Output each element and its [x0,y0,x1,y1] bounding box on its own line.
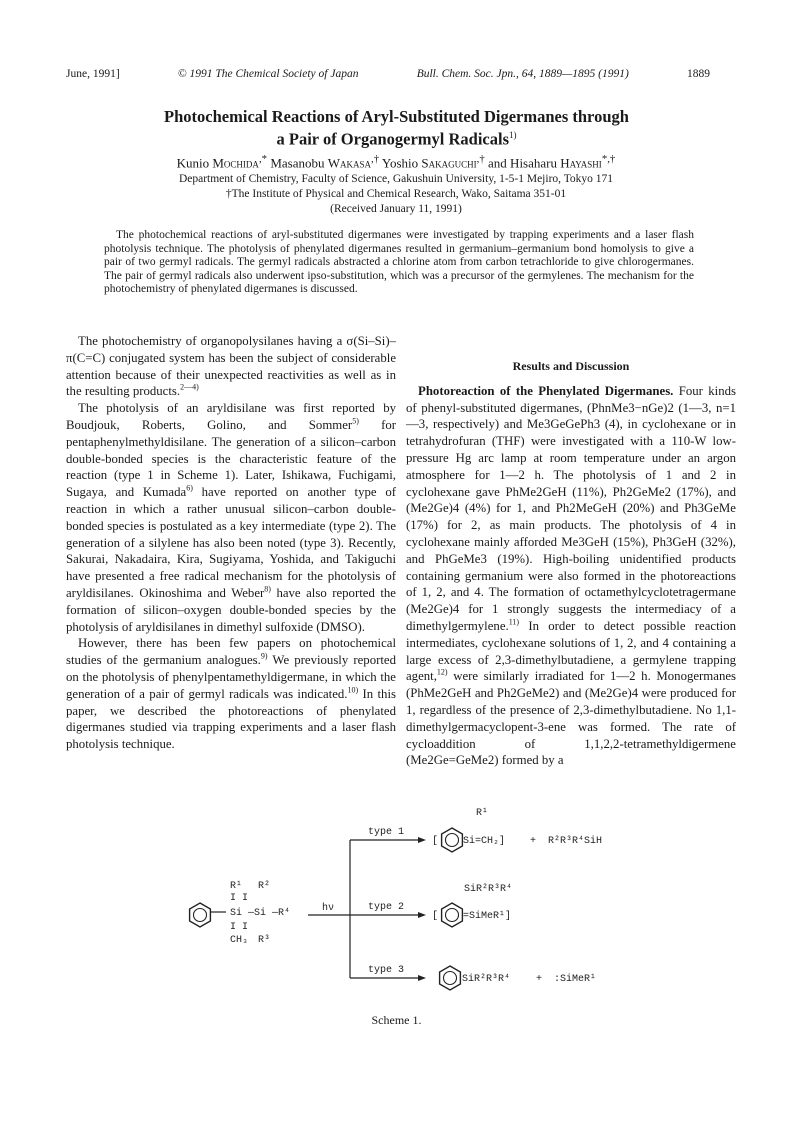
citation: 10) [347,685,359,695]
affiliation-2: †The Institute of Physical and Chemical Research, Wako, Saitama 351-01 [225,188,567,200]
author-last-name: Mochida [212,155,259,171]
product-2-silene: =SiMeR¹] [463,911,512,922]
plus-sign: + [530,836,537,847]
author-mark: ,* [258,153,268,165]
paragraph [406,383,736,769]
affiliation-1: Department of Chemistry, Faculty of Science, Gakushuin University, 1-5-1 Mejiro, Tokyo 171 [178,173,614,185]
title-line-1: Photochemical Reactions of Aryl-Substituted Digermanes through [164,107,629,126]
reactant-bonds-bottom: I I [230,922,249,933]
reactant-bonds-top: I I [230,893,249,904]
benzene-ring-icon [440,966,461,990]
abstract: The photochemical reactions of aryl-substituted digermanes were investigated by trapping experiments and a laser flash photolysis technique. The photolysis of phenylated digermanes resulted in germanium–germanium bond homolysis to give a pair of two germyl radicals. The germyl radicals abstracted a chlorine atom from carbon tetrachloride to give chlorogermanes. The pair of germyl radicals also underwent ipso-substitution, which was a precursor of the germylenes. The mechanism for the photochemistry of phenylated digermanes is discussed. [104,229,694,295]
arrow-head-icon [418,837,426,843]
paragraph [66,333,396,400]
benzene-ring-icon [442,828,463,852]
product-3-silylene: :SiMeR¹ [554,974,597,985]
hv-label: hν [322,903,335,914]
reactant-disilane: Si —Si —R⁴ [230,908,291,919]
product-1-r1: R¹ [476,808,489,819]
author-first-name: and Hisaharu [484,155,561,171]
right-column [406,358,736,769]
author-first-name: Masanobu [267,155,328,171]
arrow-head-icon [418,975,426,981]
paragraph [66,400,396,635]
paragraph-text: The photolysis of an aryldisilane was first reported by Boudjouk, Roberts, Golino, and Sommer [66,401,396,432]
author-mark: ,† [371,153,380,165]
header-date: June, 1991] [66,68,120,80]
svg-text:[: [ [432,911,439,922]
product-1-silane: R²R³R⁴SiH [548,836,603,847]
benzene-ring-icon [442,903,463,927]
citation: 9) [260,651,268,661]
reactant-r2: R² [258,881,271,892]
plus-sign: + [536,974,543,985]
header-page-number: 1889 [687,68,710,80]
reactant-methyl: CH₃ [230,935,249,946]
benzene-ring-icon [190,903,211,927]
reactant-r3: R³ [258,935,271,946]
svg-text:[: [ [432,836,439,847]
paragraph-text: have reported on another type of reaction in which a rather unusual silicon–carbon double-bonded species is postulated as a key intermediate (type 2). The generation of a silylene has also been noted (type 3). Recently, Sakurai, Nakadaira, Kira, Sugiyama, Yoshida, and Takiguchi have presented a free radical mechanism for the photolysis of aryldisilanes. Okinoshima and Weber [66,485,396,600]
paragraph-text: In this paper, we described the photoreactions of phenylated digermanes studied via trapping experiments and a laser flash photolysis technique. [66,686,396,752]
author-last-name: Hayashi [560,155,602,171]
article-title [90,107,703,149]
author-first-name: Kunio [176,155,213,171]
type-2-label: type 2 [368,902,405,913]
received-date: (Received January 11, 1991) [330,203,462,215]
paragraph-text: have also reported the formation of silicon–oxygen double-bonded species by the photolysis of aryldisilanes in dimethyl sulfoxide (DMSO). [66,585,396,634]
author-first-name: Yoshio [379,155,422,171]
scheme-1-diagram [150,790,690,1050]
paragraph-text: In order to detect possible reaction intermediates, cyclohexane solutions of 1, 2, and 4 containing a large excess of 2,3-dimethylbutadiene, a germylene trapping agent, [406,618,736,684]
title-line-2: a Pair of Organogermyl Radicals [276,129,509,149]
reactant-r1: R¹ [230,881,243,892]
citation: 2—4) [180,383,199,393]
header-copyright: © 1991 The Chemical Society of Japan [177,68,359,80]
paragraph-text: We previously reported on the photolysis of phenylpentamethyldigermane, in which the generation of a pair of germyl radicals was indicated. [66,653,396,701]
product-2-silyl: SiR²R³R⁴ [464,884,513,895]
paragraph-text: were similarly irradiated for 1—2 h. Monogermanes (PhMe2GeH and Ph2GeMe2) and (Me2Ge)4 were produced for 1, regardless of the presence of 2,3-dimethylbutadiene. No 1,1-dimethylgermacyclopent-3-ene was formed. The rate of cycloaddition of 1,1,2,2-tetramethyldigermene (Me2Ge=GeMe2) formed by a [406,669,736,768]
section-heading: Results and Discussion [512,359,630,373]
author-mark: *,† [601,153,616,165]
scheme-caption: Scheme 1. [371,1013,422,1027]
paragraph-text: The photochemistry of organopolysilanes having a σ(Si–Si)–π(C=C) conjugated system has been the subject of considerable attention because of their unexpected reactivities as well as in the resulting products. [66,334,396,399]
arrow-head-icon [418,912,426,918]
product-3-silane: SiR²R³R⁴ [462,974,511,985]
paragraph-text: for pentaphenylmethyldisilane. The generation of a silicon–carbon double-bonded species is the characteristic feature of the reaction (type 1 in Scheme 1). Later, Ishikawa, Fuchigami, Sugaya, and Kumada [66,417,397,500]
citation: 12) [436,668,448,678]
citation: 11) [508,617,520,627]
citation: 8) [264,584,271,594]
author-list [66,153,726,171]
citation: 5) [352,416,359,426]
paragraph-text: Four kinds of phenyl-substituted digermanes, (PhnMe3−nGe)2 (1—3, n=1—3, respectively) and Me3GeGePh3 (4), in cyclohexane or in tetrahydrofuran (THF) were investigated with a 110-W low-pressure Hg arc lamp at room temperature under an argon atmosphere for 1—2 h. The photolysis of 1 and 2 in cyclohexane gave PhMe2GeH (11%), Ph2GeMe2 (17%), and (Me2Ge)4 (4%) for 1, and Ph2MeGeH (20%) and Ph3GeMe (17%) for 2, as main products. The photolysis of 4 in cyclohexane mainly afforded Me3GeH (15%), Ph3GeH (32%), and PhGeMe3 (19%). High-boiling unidentified products containing germanium were also formed in the photoreactions of 1, 2, and 4. The formation of octamethylcyclotetragermane (Me2Ge)4 for 1 strongly suggests the intermediacy of a dimethylgermylene. [406,383,736,633]
run-in-heading: Photoreaction of the Phenylated Digermanes. [418,383,674,398]
citation: 6) [186,483,193,493]
header-journal: Bull. Chem. Soc. Jpn., 64, 1889—1895 (1991) [416,68,629,80]
paragraph-text: However, there has been few papers on photochemical studies of the germanium analogues. [66,636,396,668]
author-last-name: Sakaguchi [421,155,477,171]
left-column [66,333,396,753]
type-1-label: type 1 [368,827,405,838]
paragraph [66,635,396,753]
product-1-silene: Si=CH₂] [463,836,506,847]
author-last-name: Wakasa [327,155,372,171]
author-mark: ,† [476,153,485,165]
type-3-label: type 3 [368,965,405,976]
running-header [66,68,710,80]
title-footnote-mark: 1) [509,130,517,140]
